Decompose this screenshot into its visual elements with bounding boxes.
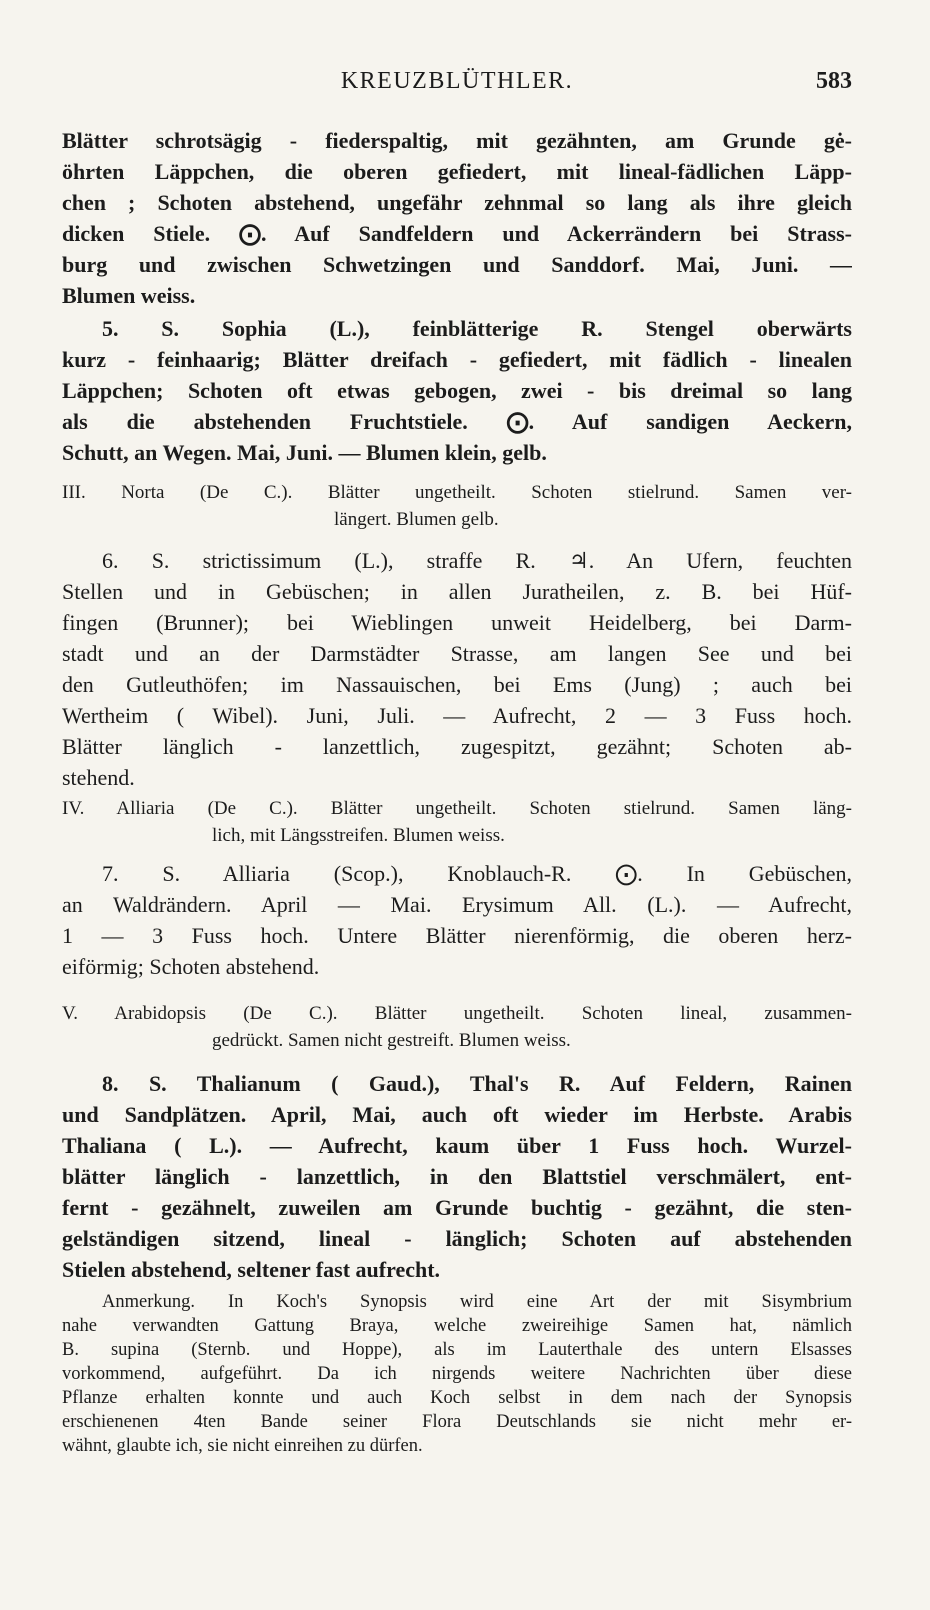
genus-heading-3	[62, 479, 852, 533]
text-line: stehend.	[62, 765, 135, 790]
text-line: nahe verwandten Gattung Braya, welche zweireihige Samen hat, nämlich	[62, 1316, 852, 1336]
genus-heading-4	[62, 795, 852, 849]
text-line: Anmerkung. In Koch's Synopsis wird eine Art der mit Sisymbrium	[102, 1292, 852, 1312]
text-line: öhrten Läppchen, die oberen gefiedert, mit lineal-fädlichen Läpp-	[62, 159, 852, 184]
text-line: eiförmig; Schoten abstehend.	[62, 954, 320, 979]
text-line: Stielen abstehend, seltener fast aufrecht.	[62, 1257, 441, 1282]
text-line: fernt - gezähnelt, zuweilen am Grunde buchtig - gezähnt, die sten-	[62, 1195, 852, 1220]
species-entry-7	[62, 858, 852, 982]
text-line: gelständigen sitzend, lineal - länglich; Schoten auf abstehenden	[62, 1226, 852, 1251]
page-header	[62, 68, 852, 104]
text-line: Stellen und in Gebüschen; in allen Juratheilen, z. B. bei Hüf-	[62, 579, 852, 604]
text-line: längert. Blumen gelb.	[334, 509, 499, 530]
species-entry-6	[62, 545, 852, 793]
text-line: als die abstehenden Fruchtstiele. ⨀. Auf sandigen Aeckern,	[62, 409, 852, 434]
text-line: erschienenen 4ten Bande seiner Flora Deutschlands sie nicht mehr er-	[62, 1412, 852, 1432]
text-line: Pflanze erhalten konnte und auch Koch selbst in dem nach der Synopsis	[62, 1388, 852, 1408]
text-line: kurz - feinhaarig; Blätter dreifach - gefiedert, mit fädlich - linealen	[62, 347, 852, 372]
text-line: gedrückt. Samen nicht gestreift. Blumen weiss.	[212, 1030, 571, 1051]
text-line: 8. S. Thalianum ( Gaud.), Thal's R. Auf Feldern, Rainen	[102, 1071, 852, 1096]
text-line: blätter länglich - lanzettlich, in den Blattstiel verschmälert, ent-	[62, 1164, 852, 1189]
text-line: Läppchen; Schoten oft etwas gebogen, zwei - bis dreimal so lang	[62, 378, 852, 403]
species-entry-8	[62, 1068, 852, 1285]
text-line: und Sandplätzen. April, Mai, auch oft wieder im Herbste. Arabis	[62, 1102, 852, 1127]
footnote-anmerkung	[62, 1290, 852, 1458]
text-line: IV. Alliaria (De C.). Blätter ungetheilt. Schoten stielrund. Samen läng-	[62, 798, 852, 819]
text-line: Blumen weiss.	[62, 283, 196, 308]
paragraph-continuation	[62, 125, 852, 311]
text-line: Schutt, an Wegen. Mai, Juni. — Blumen klein, gelb.	[62, 440, 547, 465]
text-line: 7. S. Alliaria (Scop.), Knoblauch-R. ⨀. In Gebüschen,	[102, 861, 852, 886]
running-title: KREUZBLÜTHLER.	[340, 68, 574, 94]
text-line: III. Norta (De C.). Blätter ungetheilt. Schoten stielrund. Samen ver-	[62, 482, 852, 503]
text-line: dicken Stiele. ⨀. Auf Sandfeldern und Ackerrändern bei Strass-	[62, 221, 852, 246]
text-line: fingen (Brunner); bei Wieblingen unweit Heidelberg, bei Darm-	[62, 610, 852, 635]
text-line: Blätter länglich - lanzettlich, zugespitzt, gezähnt; Schoten ab-	[62, 734, 852, 759]
text-line: 1 — 3 Fuss hoch. Untere Blätter nierenförmig, die oberen herz-	[62, 923, 852, 948]
text-line: chen ; Schoten abstehend, ungefähr zehnmal so lang als ihre gleich	[62, 190, 852, 215]
text-line: vorkommend, aufgeführt. Da ich nirgends weitere Nachrichten über diese	[62, 1364, 852, 1384]
text-line: 6. S. strictissimum (L.), straffe R. ♃. An Ufern, feuchten	[102, 548, 852, 573]
text-line: B. supina (Sternb. und Hoppe), als im Lauterthale des untern Elsasses	[62, 1340, 852, 1360]
text-line: an Waldrändern. April — Mai. Erysimum All. (L.). — Aufrecht,	[62, 892, 852, 917]
text-line: den Gutleuthöfen; im Nassauischen, bei Ems (Jung) ; auch bei	[62, 672, 852, 697]
text-line: Blätter schrotsägig - fiederspaltig, mit gezähnten, am Grunde gė-	[62, 128, 852, 153]
page-number: 583	[816, 68, 852, 94]
text-line: Wertheim ( Wibel). Juni, Juli. — Aufrecht, 2 — 3 Fuss hoch.	[62, 703, 852, 728]
text-line: V. Arabidopsis (De C.). Blätter ungetheilt. Schoten lineal, zusammen-	[62, 1003, 852, 1024]
text-line: wähnt, glaubte ich, sie nicht einreihen zu dürfen.	[62, 1436, 423, 1456]
text-line: burg und zwischen Schwetzingen und Sanddorf. Mai, Juni. —	[62, 252, 852, 277]
genus-heading-5	[62, 1000, 852, 1054]
text-line: 5. S. Sophia (L.), feinblätterige R. Stengel oberwärts	[102, 316, 852, 341]
text-line: stadt und an der Darmstädter Strasse, am langen See und bei	[62, 641, 852, 666]
text-line: lich, mit Längsstreifen. Blumen weiss.	[212, 825, 505, 846]
species-entry-5	[62, 313, 852, 468]
text-line: Thaliana ( L.). — Aufrecht, kaum über 1 Fuss hoch. Wurzel-	[62, 1133, 852, 1158]
